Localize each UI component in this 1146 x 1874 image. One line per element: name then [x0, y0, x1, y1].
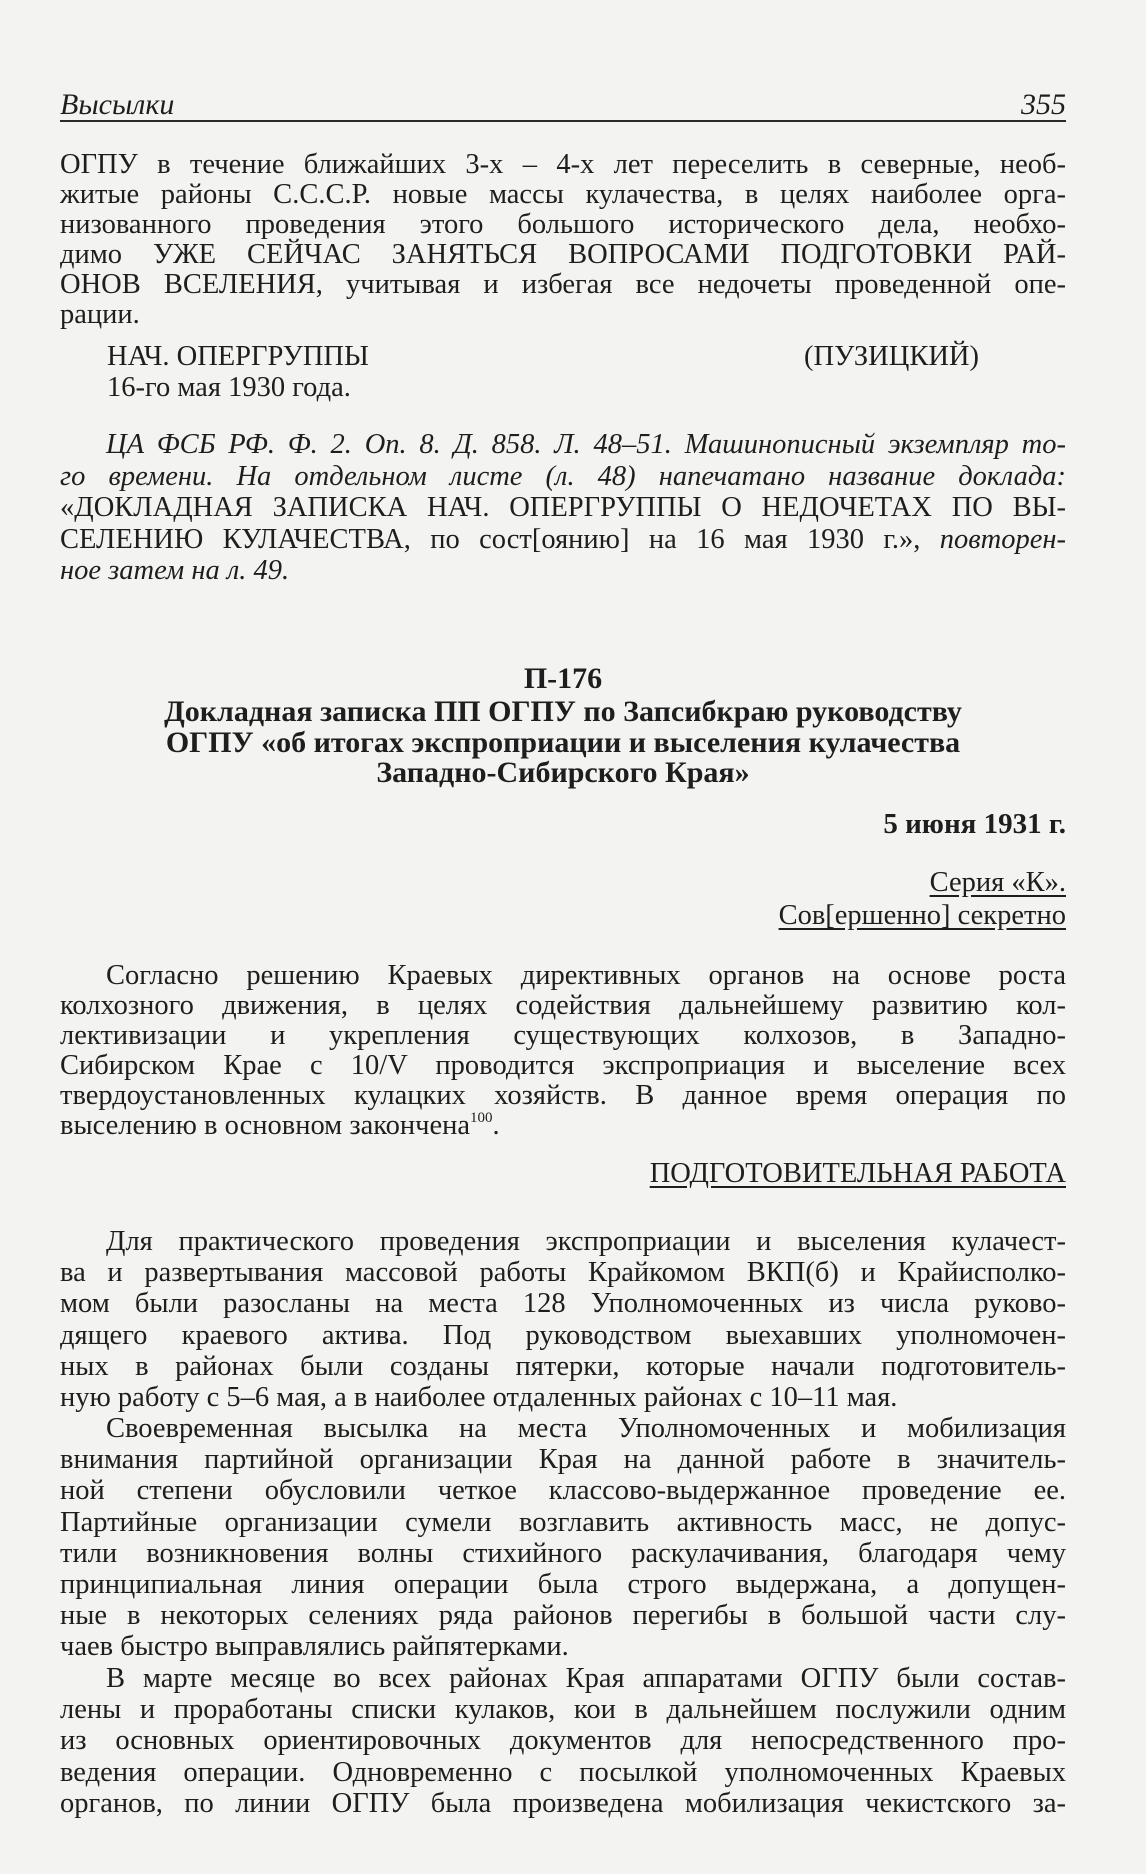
paragraph-intro: [60, 961, 1066, 1141]
text-segment: ЦА ФСБ РФ. Ф. 2. Оп. 8. Д. 858. Л. 48–51. Машинописный экземпляр то-: [106, 429, 1066, 460]
text-line: [60, 1021, 1066, 1051]
text-segment: колхозного движения, в целях содействия дальнейшему развитию кол-: [60, 990, 1066, 1021]
text-line: низованного проведения этого большого исторического дела, необхо-: [60, 209, 1066, 240]
source-note: [60, 429, 1066, 587]
text-line: ОНОВ ВСЕЛЕНИЯ, учитывая и избегая все недочеты проведенной опе-: [60, 269, 1066, 300]
text-line: чаев быстро выправлялись райпятерками.: [60, 1631, 569, 1663]
text-line: [60, 1081, 1066, 1111]
text-line: ва и развертывания массовой работы Крайкомом ВКП(б) и Крайисполко-: [60, 1257, 1066, 1289]
page-number: 355: [1021, 88, 1066, 121]
text-line: [60, 524, 1066, 556]
paragraph: [60, 1663, 1066, 1819]
text-line: мом были разосланы на места 128 Уполномоченных из числа руково-: [60, 1288, 1066, 1320]
text-line: Для практического проведения экспроприации и выселения кулачест-: [106, 1226, 1066, 1257]
text-segment: Согласно решению Краевых директивных органов на основе роста: [106, 960, 1066, 991]
text-segment: твердоустановленных кулацких хозяйств. В данное время операция по: [60, 1080, 1066, 1111]
text-line: принципиальная линия операции была строго выдержана, а допущен-: [60, 1568, 1066, 1600]
paragraph: [60, 1413, 1066, 1663]
text-segment: повторен-: [939, 523, 1066, 555]
text-segment: Сибирском Крае с 10/V проводится экспроприация и выселение всех: [60, 1050, 1066, 1081]
text-line: ную работу с 5–6 мая, а в наиболее отдаленных районах с 10–11 мая.: [60, 1381, 898, 1413]
text-segment: го времени. На отдельном листе (л. 48) напечатано название доклада:: [60, 460, 1066, 492]
title-line: Западно-Сибирского Края»: [376, 756, 750, 789]
document-number: П-176: [523, 662, 603, 695]
text-segment: лективизации и укрепления существующих колхозов, в Западно-: [60, 1020, 1066, 1051]
signature-date: 16-го мая 1930 года.: [107, 372, 351, 403]
signatory-name: (ПУЗИЦКИЙ): [804, 341, 979, 372]
footnote-ref: 100: [470, 1110, 493, 1126]
text-segment: .: [492, 1110, 500, 1141]
text-line: тили возникновения волны стихийного раскулачивания, благодаря чему: [60, 1537, 1066, 1569]
text-line: [60, 961, 1066, 991]
intro-paragraph: [60, 150, 1066, 330]
text-line: ведения операции. Одновременно с посылкой уполномоченных Краевых: [60, 1756, 1066, 1788]
text-line: дящего краевого актива. Под руководством выехавших уполномочен-: [60, 1319, 1066, 1351]
text-line: [60, 555, 1066, 587]
text-segment: СЕЛЕНИЮ КУЛАЧЕСТВА, по сост[оянию] на 16 мая 1930 г.»,: [60, 523, 940, 555]
text-line: [60, 1051, 1066, 1081]
section-heading: [60, 1158, 1066, 1190]
text-line: рации.: [60, 299, 140, 330]
text-line: внимания партийной организации Края на данной работе в значитель-: [60, 1444, 1066, 1476]
text-line: [60, 461, 1066, 493]
text-line: ОГПУ в течение ближайших 3-х – 4-х лет переселить в северные, необ-: [60, 149, 1066, 180]
secrecy-text: Сов[ершенно] секретно: [778, 900, 1066, 931]
text-line: ной степени обусловили четкое классово-выдержанное проведение ее.: [60, 1475, 1066, 1507]
text-line: В марте месяце во всех районах Края аппаратами ОГПУ были состав-: [106, 1663, 1066, 1694]
title-line: Докладная записка ПП ОГПУ по Запсибкраю руководству: [164, 695, 962, 728]
text-segment: выселению в основном закончена: [60, 1110, 471, 1141]
header-rule: [60, 120, 1066, 122]
text-line: ных в районах были созданы пятерки, которые начали подготовитель-: [60, 1350, 1066, 1382]
text-line: [60, 492, 1066, 524]
series-label: [60, 867, 1066, 899]
section-title: Высылки: [60, 88, 175, 121]
text-segment: ное затем на л. 49.: [60, 555, 290, 586]
secrecy-label: [60, 900, 1066, 932]
text-line: Своевременная высылка на места Уполномоченных и мобилизация: [106, 1413, 1066, 1444]
series-text: Серия «К».: [929, 867, 1066, 898]
document-date: 5 июня 1931 г.: [883, 808, 1066, 840]
text-line: органов, по линии ОГПУ была произведена мобилизация чекистского за-: [60, 1787, 1066, 1819]
signature-line: [60, 341, 1066, 372]
text-line: из основных ориентировочных документов для непосредственного про-: [60, 1725, 1066, 1757]
paragraph: [60, 1226, 1066, 1413]
signatory-title: НАЧ. ОПЕРГРУППЫ: [107, 341, 369, 372]
text-line: димо УЖЕ СЕЙЧАС ЗАНЯТЬСЯ ВОПРОСАМИ ПОДГОТОВКИ РАЙ-: [60, 239, 1066, 270]
text-line: [60, 1111, 1066, 1141]
text-line: Партийные организации сумели возглавить активность масс, не допус-: [60, 1506, 1066, 1538]
text-line: [60, 429, 1066, 461]
text-line: лены и проработаны списки кулаков, кои в дальнейшем послужили одним: [60, 1694, 1066, 1726]
text-line: житые районы С.С.С.Р. новые массы кулачества, в целях наиболее орга-: [60, 179, 1066, 210]
running-header: [60, 88, 1066, 122]
document-title: [60, 697, 1066, 789]
text-line: ные в некоторых селениях ряда районов перегибы в большой части слу-: [60, 1600, 1066, 1632]
section-heading-text: ПОДГОТОВИТЕЛЬНАЯ РАБОТА: [649, 1158, 1066, 1189]
text-segment: «ДОКЛАДНАЯ ЗАПИСКА НАЧ. ОПЕРГРУППЫ О НЕДОЧЕТАХ ПО ВЫ-: [60, 492, 1066, 523]
text-line: [60, 991, 1066, 1021]
title-line: ОГПУ «об итогах экспроприации и выселения кулачества: [165, 725, 961, 759]
